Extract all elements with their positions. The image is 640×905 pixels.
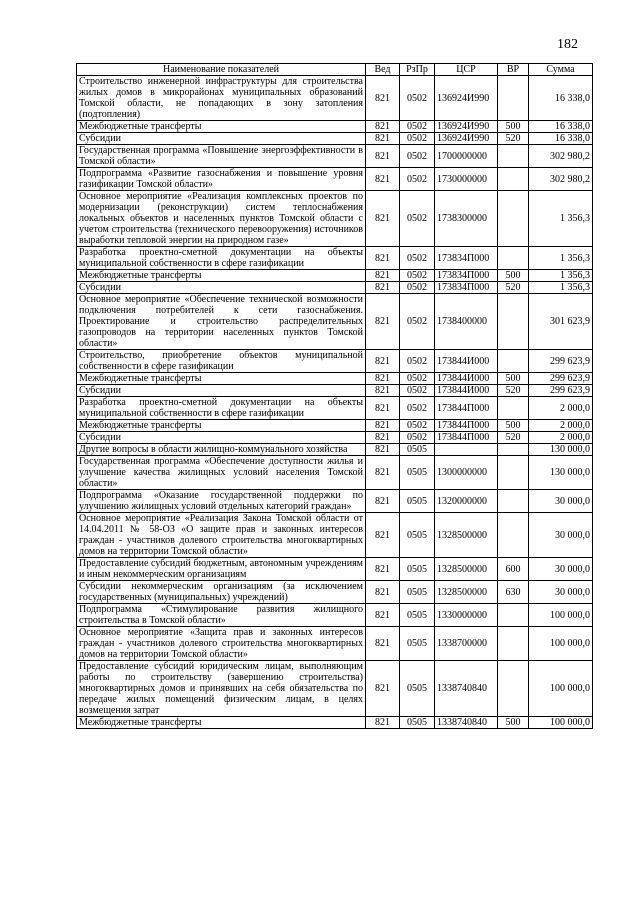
cell-ved: 821: [366, 490, 400, 513]
cell-ved: 821: [366, 145, 400, 168]
cell-ved: 821: [366, 270, 400, 282]
cell-vr: [498, 168, 529, 191]
cell-csr: 136924И990: [435, 76, 498, 121]
table-row: [77, 247, 593, 270]
cell-sum: 2 000,0: [529, 420, 593, 432]
cell-rzpr: 0505: [400, 604, 435, 627]
cell-vr: [498, 247, 529, 270]
cell-sum: 30 000,0: [529, 513, 593, 558]
cell-sum: 100 000,0: [529, 717, 593, 729]
table-row: [77, 270, 593, 282]
cell-name: Основное мероприятие «Реализация комплексных проектов по модернизации (реконструкции) систем теплоснабжения локальных объектов и населенных пунктов Томской области с учетом строительства (технического перевооружения) источников выработки тепловой энергии на природном газе»: [77, 191, 366, 247]
cell-vr: [498, 76, 529, 121]
cell-vr: [498, 490, 529, 513]
header-csr: ЦСР: [435, 64, 498, 76]
cell-rzpr: 0502: [400, 397, 435, 420]
cell-csr: 173844И000: [435, 385, 498, 397]
cell-csr: [435, 444, 498, 456]
cell-name: Субсидии: [77, 133, 366, 145]
cell-name: Межбюджетные трансферты: [77, 420, 366, 432]
header-ved: Вед: [366, 64, 400, 76]
cell-name: Государственная программа «Повышение энергоэффективности в Томской области»: [77, 145, 366, 168]
table-row: [77, 373, 593, 385]
cell-name: Межбюджетные трансферты: [77, 121, 366, 133]
cell-rzpr: 0502: [400, 420, 435, 432]
cell-sum: 16 338,0: [529, 76, 593, 121]
cell-csr: 136924И990: [435, 121, 498, 133]
cell-csr: 1330000000: [435, 604, 498, 627]
cell-rzpr: 0502: [400, 76, 435, 121]
table-row: [77, 282, 593, 294]
cell-vr: [498, 145, 529, 168]
cell-ved: 821: [366, 456, 400, 490]
cell-sum: 1 356,3: [529, 191, 593, 247]
cell-name: Разработка проектно-сметной документации на объекты муниципальной собственности в сфере газификации: [77, 397, 366, 420]
table-row: [77, 717, 593, 729]
cell-csr: 1320000000: [435, 490, 498, 513]
cell-ved: 821: [366, 661, 400, 717]
table-row: [77, 294, 593, 350]
cell-ved: 821: [366, 282, 400, 294]
cell-name: Субсидии: [77, 282, 366, 294]
cell-sum: 100 000,0: [529, 604, 593, 627]
table-row: [77, 420, 593, 432]
cell-rzpr: 0505: [400, 558, 435, 581]
cell-sum: 302 980,2: [529, 145, 593, 168]
cell-csr: 1738400000: [435, 294, 498, 350]
cell-vr: [498, 350, 529, 373]
table-row: [77, 627, 593, 661]
cell-name: Субсидии: [77, 385, 366, 397]
cell-ved: 821: [366, 247, 400, 270]
cell-vr: [498, 191, 529, 247]
cell-ved: 821: [366, 432, 400, 444]
table-row: [77, 513, 593, 558]
cell-name: Предоставление субсидий бюджетным, автономным учреждениям и иным некоммерческим организациям: [77, 558, 366, 581]
cell-name: Субсидии некоммерческим организациям (за исключением государственных (муниципальных) учреждений): [77, 581, 366, 604]
cell-name: Основное мероприятие «Защита прав и законных интересов граждан - участников долевого строительства многоквартирных домов на территории Томской области»: [77, 627, 366, 661]
cell-rzpr: 0502: [400, 168, 435, 191]
cell-rzpr: 0505: [400, 661, 435, 717]
cell-csr: 1328500000: [435, 513, 498, 558]
cell-sum: 1 356,3: [529, 247, 593, 270]
cell-vr: 500: [498, 270, 529, 282]
cell-rzpr: 0502: [400, 270, 435, 282]
cell-csr: 1328500000: [435, 558, 498, 581]
cell-name: Межбюджетные трансферты: [77, 270, 366, 282]
cell-csr: 173834П000: [435, 247, 498, 270]
cell-csr: 1738300000: [435, 191, 498, 247]
cell-name: Основное мероприятие «Обеспечение технической возможности подключения потребителей к сети газоснабжения. Проектирование и строительство распределительных газопроводов на территории населенных пунктов Томской области»: [77, 294, 366, 350]
table-row: [77, 76, 593, 121]
cell-vr: 500: [498, 373, 529, 385]
cell-ved: 821: [366, 444, 400, 456]
cell-vr: [498, 397, 529, 420]
cell-csr: 1328500000: [435, 581, 498, 604]
cell-sum: 299 623,9: [529, 373, 593, 385]
cell-csr: 1338700000: [435, 627, 498, 661]
table-row: [77, 145, 593, 168]
header-sum: Сумма: [529, 64, 593, 76]
cell-sum: 30 000,0: [529, 558, 593, 581]
cell-ved: 821: [366, 168, 400, 191]
cell-csr: 173844П000: [435, 432, 498, 444]
cell-csr: 1730000000: [435, 168, 498, 191]
cell-ved: 821: [366, 350, 400, 373]
cell-rzpr: 0505: [400, 444, 435, 456]
cell-name: Основное мероприятие «Реализация Закона Томской области от 14.04.2011 № 58-ОЗ «О защите прав и законных интересов граждан - участников долевого строительства многоквартирных домов на территории Томской области»: [77, 513, 366, 558]
cell-vr: 520: [498, 432, 529, 444]
table-row: [77, 385, 593, 397]
cell-rzpr: 0505: [400, 627, 435, 661]
cell-sum: 2 000,0: [529, 432, 593, 444]
cell-name: Другие вопросы в области жилищно-коммунального хозяйства: [77, 444, 366, 456]
cell-csr: 173834П000: [435, 282, 498, 294]
cell-csr: 173834П000: [435, 270, 498, 282]
cell-vr: [498, 456, 529, 490]
cell-ved: 821: [366, 581, 400, 604]
cell-name: Подпрограмма «Оказание государственной поддержки по улучшению жилищных условий отдельных категорий граждан»: [77, 490, 366, 513]
cell-rzpr: 0502: [400, 191, 435, 247]
table-row: [77, 444, 593, 456]
cell-ved: 821: [366, 604, 400, 627]
cell-name: Субсидии: [77, 432, 366, 444]
cell-name: Строительство, приобретение объектов муниципальной собственности в сфере газификации: [77, 350, 366, 373]
cell-ved: 821: [366, 121, 400, 133]
cell-sum: 130 000,0: [529, 444, 593, 456]
cell-rzpr: 0502: [400, 133, 435, 145]
table-row: [77, 604, 593, 627]
cell-ved: 821: [366, 191, 400, 247]
table-row: [77, 490, 593, 513]
cell-ved: 821: [366, 385, 400, 397]
cell-sum: 30 000,0: [529, 490, 593, 513]
cell-ved: 821: [366, 420, 400, 432]
header-rzpr: РзПр: [400, 64, 435, 76]
table-row: [77, 121, 593, 133]
cell-rzpr: 0502: [400, 145, 435, 168]
cell-sum: 100 000,0: [529, 627, 593, 661]
cell-csr: 173844П000: [435, 397, 498, 420]
cell-rzpr: 0505: [400, 717, 435, 729]
cell-vr: [498, 604, 529, 627]
cell-ved: 821: [366, 133, 400, 145]
cell-csr: 173844П000: [435, 420, 498, 432]
table-row: [77, 168, 593, 191]
cell-ved: 821: [366, 717, 400, 729]
cell-csr: 1338740840: [435, 661, 498, 717]
cell-vr: 520: [498, 385, 529, 397]
cell-vr: [498, 294, 529, 350]
cell-rzpr: 0502: [400, 373, 435, 385]
cell-csr: 173844И000: [435, 373, 498, 385]
cell-ved: 821: [366, 294, 400, 350]
cell-vr: 630: [498, 581, 529, 604]
cell-vr: 500: [498, 420, 529, 432]
cell-sum: 299 623,9: [529, 350, 593, 373]
table-row: [77, 581, 593, 604]
cell-rzpr: 0502: [400, 247, 435, 270]
cell-ved: 821: [366, 397, 400, 420]
cell-rzpr: 0505: [400, 490, 435, 513]
cell-sum: 30 000,0: [529, 581, 593, 604]
cell-sum: 299 623,9: [529, 385, 593, 397]
header-vr: ВР: [498, 64, 529, 76]
cell-name: Строительство инженерной инфраструктуры для строительства жилых домов в микрорайонах муниципальных образований Томской области, не попадающих в зону затопления (подтопления): [77, 76, 366, 121]
cell-ved: 821: [366, 513, 400, 558]
cell-name: Подпрограмма «Развитие газоснабжения и повышение уровня газификации Томской области»: [77, 168, 366, 191]
cell-vr: [498, 513, 529, 558]
cell-rzpr: 0502: [400, 121, 435, 133]
cell-sum: 16 338,0: [529, 133, 593, 145]
cell-ved: 821: [366, 373, 400, 385]
cell-csr: 1700000000: [435, 145, 498, 168]
cell-csr: 1300000000: [435, 456, 498, 490]
cell-sum: 301 623,9: [529, 294, 593, 350]
cell-rzpr: 0502: [400, 294, 435, 350]
budget-table: [76, 63, 593, 729]
cell-rzpr: 0502: [400, 385, 435, 397]
cell-vr: 500: [498, 121, 529, 133]
table-row: [77, 191, 593, 247]
table-row: [77, 432, 593, 444]
table-row: [77, 133, 593, 145]
cell-vr: 500: [498, 717, 529, 729]
table-row: [77, 397, 593, 420]
cell-vr: [498, 627, 529, 661]
table-row: [77, 350, 593, 373]
cell-vr: 520: [498, 282, 529, 294]
cell-sum: 1 356,3: [529, 282, 593, 294]
cell-rzpr: 0502: [400, 282, 435, 294]
cell-name: Государственная программа «Обеспечение доступности жилья и улучшение качества жилищных условий населения Томской области»: [77, 456, 366, 490]
cell-rzpr: 0505: [400, 513, 435, 558]
cell-name: Межбюджетные трансферты: [77, 373, 366, 385]
cell-rzpr: 0502: [400, 432, 435, 444]
cell-vr: [498, 661, 529, 717]
cell-sum: 16 338,0: [529, 121, 593, 133]
cell-name: Межбюджетные трансферты: [77, 717, 366, 729]
cell-vr: [498, 444, 529, 456]
cell-csr: 173844И000: [435, 350, 498, 373]
cell-rzpr: 0502: [400, 350, 435, 373]
table-row: [77, 456, 593, 490]
table-header-row: [77, 64, 593, 76]
page-number: 182: [557, 37, 578, 52]
cell-sum: 1 356,3: [529, 270, 593, 282]
table-row: [77, 558, 593, 581]
header-name: Наименование показателей: [77, 64, 366, 76]
cell-csr: 1338740840: [435, 717, 498, 729]
cell-csr: 136924И990: [435, 133, 498, 145]
cell-name: Разработка проектно-сметной документации на объекты муниципальной собственности в сфере газификации: [77, 247, 366, 270]
cell-ved: 821: [366, 627, 400, 661]
cell-sum: 130 000,0: [529, 456, 593, 490]
cell-sum: 2 000,0: [529, 397, 593, 420]
cell-rzpr: 0505: [400, 456, 435, 490]
cell-ved: 821: [366, 76, 400, 121]
cell-vr: 520: [498, 133, 529, 145]
table-row: [77, 661, 593, 717]
cell-sum: 100 000,0: [529, 661, 593, 717]
cell-vr: 600: [498, 558, 529, 581]
cell-sum: 302 980,2: [529, 168, 593, 191]
cell-name: Предоставление субсидий юридическим лицам, выполняющим работы по строительству (завершению строительства) многоквартирных домов и принявших на себя обязательства по передаче жилых помещений физическим лицам, в целях возмещения затрат: [77, 661, 366, 717]
cell-rzpr: 0505: [400, 581, 435, 604]
cell-ved: 821: [366, 558, 400, 581]
cell-name: Подпрограмма «Стимулирование развития жилищного строительства в Томской области»: [77, 604, 366, 627]
